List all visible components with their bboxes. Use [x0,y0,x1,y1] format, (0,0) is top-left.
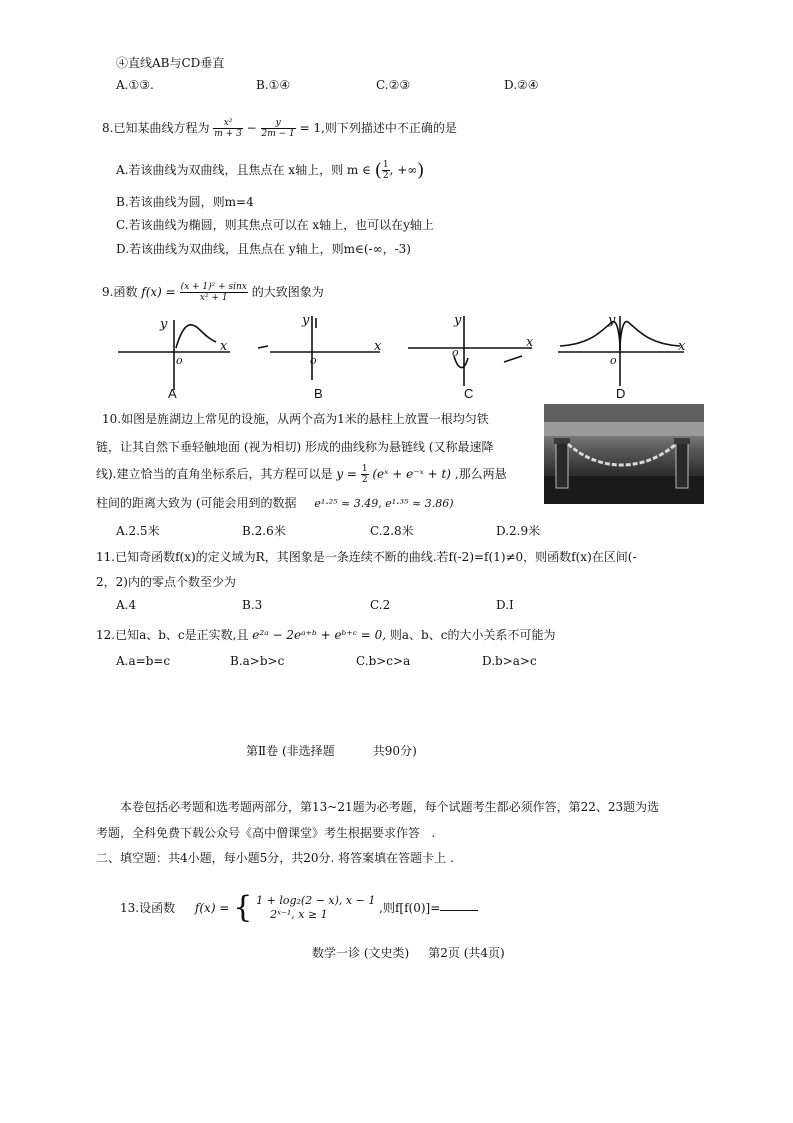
q9-graph-b-origin: o [310,354,317,367]
q11-option-d: D.I [496,598,514,612]
q8-stem-prefix: 8.已知某曲线方程为 [102,121,210,135]
section-2-intro-line-1: 本卷包括必考题和选考题两部分，第13~21题为必考题，每个试题考生都必须作答，第22、23题为选 [120,800,660,814]
q13 [120,890,478,924]
q10-option-c: C.2.8米 [370,524,414,538]
q12-option-c: C.b>c>a [356,654,411,668]
q13-suffix: ,则f[f(0)]= [379,901,441,915]
q10-option-b: B.2.6米 [242,524,286,538]
q8-option-a-tail: , +∞ [389,163,418,177]
q8-option-b: B.若该曲线为圆，则m=4 [116,195,254,209]
q9-graph-c-x-label: x [526,335,534,350]
q8-stem [102,118,457,139]
q8-option-a-close-paren: ) [417,160,425,181]
q10-photo-chain-posts [544,404,704,504]
q8-option-a-fraction [382,160,390,181]
q8-option-c: C.若该曲线为椭圆，则其焦点可以在 x轴上，也可以在y轴上 [116,218,434,232]
q8-fraction-1-num: x² [213,118,243,129]
q9-graph-c [408,316,532,386]
q10-line-4-text: 柱间的距离大致为 (可能会用到的数据 [96,496,297,510]
q7-option-d: D.②④ [504,78,539,92]
q10-line-1: 10.如图是旌湖边上常见的设施，从两个高为1米的悬柱上放置一根均匀铁 [102,412,489,426]
q9-fraction-den: x² + 1 [199,293,228,303]
fill-in-heading: 二、填空题：共4小题，每小题5分，共20分. 将答案填在答题卡上 . [96,851,454,865]
q11-option-b: B.3 [242,598,263,612]
q9-fx: f(x) = [141,285,176,299]
q12-option-b: B.a>b>c [230,654,285,668]
q9-graph-d-label: D [616,386,626,400]
q10-eq-body: (eˣ + e⁻ˣ + t) [372,467,451,481]
q8-stem-suffix: = 1,则下列描述中不正确的是 [299,121,457,135]
q8-option-a-open-paren: ( [374,160,382,181]
q11-line-2: 2，2)内的零点个数至少为 [96,575,236,589]
q9-graph-c-label: C [464,386,474,400]
q13-fx: f(x) = [194,900,230,915]
q8-option-a-text: A.若该曲线为双曲线，且焦点在 x轴上，则 m ∈ [116,163,371,177]
q10-data: e¹·²⁵ ≈ 3.49, e¹·³⁵ ≈ 3.86) [314,497,454,510]
q10-eq-frac-den: 2 [361,475,368,485]
page-footer: 数学一诊 (文史类) 第2页 (共4页) [312,946,505,960]
section-2-intro-line-2: 考题，全科免费下载公众号《高中僧课堂》考生根据要求作答 . [96,826,436,840]
q12-stem [96,626,555,643]
q9-graph-c-origin: o [452,346,459,359]
q13-case-2: 2ˣ⁻¹, x ≥ 1 [270,907,328,921]
q8-option-a-frac-den: 2 [382,171,389,181]
q12-option-d: D.b>a>c [482,654,537,668]
q12-stem-prefix: 12.已知a、b、c是正实数,且 [96,628,249,642]
q9-fraction [180,282,248,303]
q9-graph-b-label: B [314,386,323,400]
q9-graph-c-y-label: y [454,313,462,328]
q8-fraction-2-den: 2m − 1 [261,129,295,139]
q9-graph-d-y-label: y [608,313,616,328]
q10-option-a: A.2.5米 [116,524,160,538]
q10-line-4 [96,494,454,511]
q8-fraction-1 [213,118,243,139]
q9-graphs [112,310,692,400]
q9-graph-d-x-label: x [678,339,686,354]
q10-line-3-suffix: ,那么两悬 [454,467,507,481]
q11-option-c: C.2 [370,598,391,612]
q13-prefix: 13.设函数 [120,901,176,915]
q8-option-d: D.若该曲线为双曲线，且焦点在 y轴上，则m∈(-∞，-3) [116,242,411,256]
q7-option-b: B.①④ [256,78,291,92]
q13-case-1: 1 + log₂(2 − x), x − 1 [256,893,376,907]
q9-graph-a-x-label: x [220,339,228,354]
section-2-title: 第Ⅱ卷 (非选择题 共90分) [246,744,417,758]
q8-option-a-frac-num: 1 [382,160,389,170]
q9-graph-b-x-label: x [374,339,382,354]
q9-stem [102,282,324,303]
q9-graph-b [258,316,380,380]
q9-fraction-num: (x + 1)² + sinx [180,282,247,292]
q9-stem-prefix: 9.函数 [102,285,138,299]
q9-graph-a [118,320,230,390]
q8-fraction-2 [261,118,296,139]
q7-statement-4: ④直线AB与CD垂直 [116,56,225,70]
q9-graph-d-origin: o [610,354,617,367]
q9-graph-d [558,316,684,386]
q11-line-1: 11.已知奇函数f(x)的定义域为R，其图象是一条连续不断的曲线.若f(-2)=f(1)≠0，则函数f(x)在区间(- [96,550,637,564]
q9-stem-suffix: 的大致图象为 [251,285,324,299]
q10-eq-frac-num: 1 [361,464,368,474]
q13-brace: { [233,890,253,925]
q8-option-a [116,160,424,181]
q10-line-3 [96,464,507,485]
q10-eq-fraction [361,464,369,485]
q12-option-a: A.a=b=c [116,654,171,668]
q11-option-a: A.4 [116,598,137,612]
q9-graph-a-origin: o [176,354,183,367]
q10-eq-y: y = [336,467,357,481]
q9-graph-b-y-label: y [302,313,310,328]
q8-minus: − [246,121,257,135]
q9-graph-a-label: A [168,386,177,400]
q12-equation: e²ᵃ − 2eᵃ⁺ᵇ + eᵇ⁺ᶜ = 0, [252,628,387,642]
q10-line-2: 链，让其自然下垂轻触地面 (视为相切) 形成的曲线称为悬链线 (又称最速降 [96,440,494,454]
q12-stem-suffix: 则a、b、c的大小关系不可能为 [389,628,556,642]
q9-graph-a-y-label: y [160,317,168,332]
q13-answer-blank[interactable] [440,900,478,911]
q7-option-a: A.①③. [116,78,154,92]
q7-option-c: C.②③ [376,78,411,92]
q10-option-d: D.2.9米 [496,524,541,538]
q10-photo-drawing [544,404,704,504]
q10-line-3-prefix: 线).建立恰当的直角坐标系后，其方程可以是 [96,467,333,481]
q8-fraction-2-num: y [261,118,296,129]
q8-fraction-1-den: m + 3 [214,129,242,139]
q13-cases [256,894,375,922]
